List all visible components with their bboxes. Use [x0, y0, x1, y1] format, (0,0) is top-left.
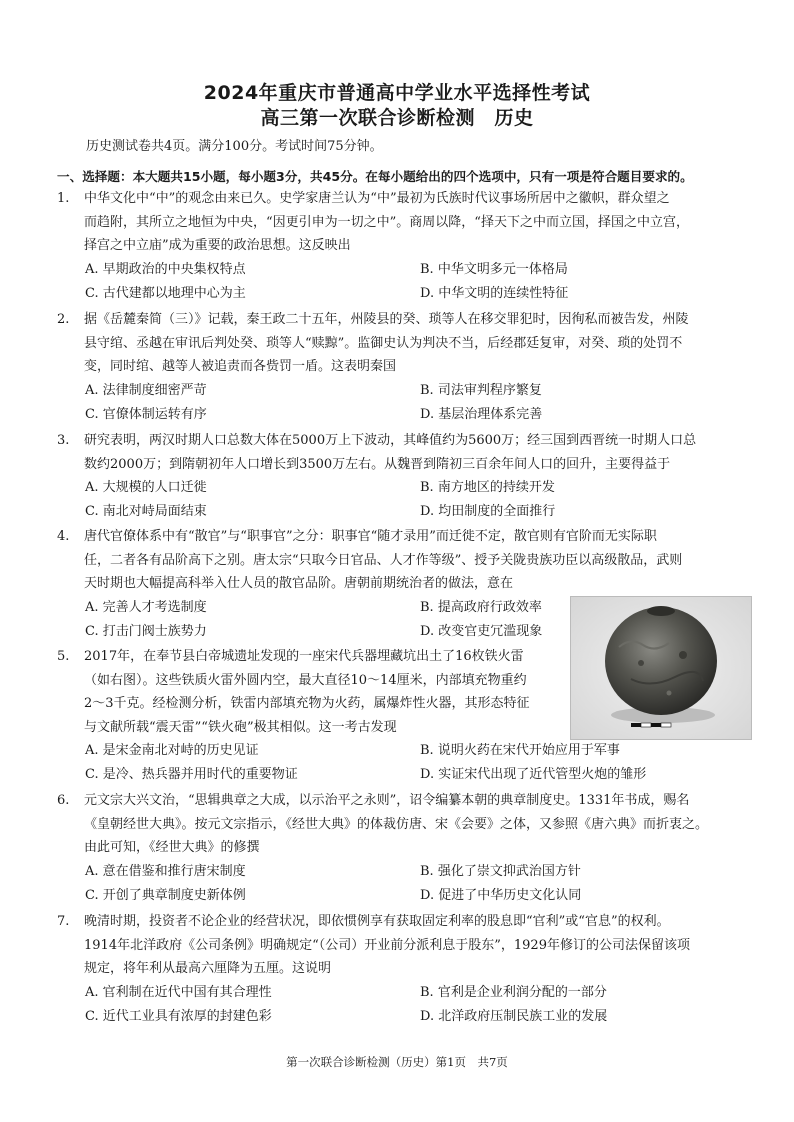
- stem-line: 变，同时绾、越等人被追责而各赀罚一盾。这表明秦国: [84, 359, 397, 374]
- option-a: A. 意在借鉴和推行唐宋制度: [85, 864, 246, 879]
- stem-line: 2～3千克。经检测分析，铁雷内部填充物为火药，属爆炸性火器，其形态特征: [84, 696, 530, 711]
- option-c: C. 是冷、热兵器并用时代的重要物证: [85, 767, 298, 782]
- stem-line: 唐代官僚体系中有“散官”与“职事官”之分：职事官“随才录用”而迁徙不定，散官则有官阶而无实际职: [84, 529, 657, 544]
- question-2: [57, 308, 767, 379]
- stem-line: 择宫之中立庙”成为重要的政治思想。这反映出: [84, 238, 351, 253]
- option-b: B. 提高政府行政效率: [420, 600, 542, 615]
- option-a: A. 官利制在近代中国有其合理性: [85, 985, 272, 1000]
- option-b: B. 司法审判程序繁复: [420, 383, 542, 398]
- stem-line: 2017年，在奉节县白帝城遗址发现的一座宋代兵器埋藏坑出土了16枚铁火雷: [84, 649, 524, 664]
- stem-line: 天时期也大幅提高科举入仕人员的散官品阶。唐朝前期统治者的做法，意在: [84, 576, 514, 591]
- question-number: 1.: [57, 191, 70, 206]
- question-7: [57, 910, 767, 981]
- stem-line: 由此可知，《经世大典》的修撰: [84, 840, 260, 855]
- question-6: [57, 789, 767, 860]
- option-c: C. 打击门阀士族势力: [85, 624, 207, 639]
- option-b: B. 说明火药在宋代开始应用于军事: [420, 743, 620, 758]
- exam-intro: 历史测试卷共4页。满分100分。考试时间75分钟。: [86, 139, 383, 154]
- option-a: A. 是宋金南北对峙的历史见证: [85, 743, 259, 758]
- option-b: B. 强化了崇文抑武治国方针: [420, 864, 581, 879]
- option-a: A. 早期政治的中央集权特点: [85, 262, 246, 277]
- option-d: D. 北洋政府压制民族工业的发展: [420, 1009, 608, 1024]
- option-d: D. 基层治理体系完善: [420, 407, 543, 422]
- stem-line: 任，二者各有品阶高下之别。唐太宗“只取今日官品、人才作等级”、授予关陇贵族功臣以高级散品，武则: [84, 552, 683, 568]
- option-d: D. 促进了中华历史文化认同: [420, 888, 582, 903]
- option-d: D. 实证宋代出现了近代管型火炮的雏形: [420, 767, 647, 782]
- question-1: [57, 187, 767, 258]
- exam-title-line1: 2024年重庆市普通高中学业水平选择性考试: [203, 82, 591, 104]
- question-number: 4.: [57, 529, 70, 544]
- iron-bomb-icon: [571, 597, 751, 739]
- option-a: A. 完善人才考选制度: [85, 600, 207, 615]
- option-c: C. 开创了典章制度史新体例: [85, 888, 246, 903]
- option-d: D. 中华文明的连续性特征: [420, 286, 569, 301]
- iron-bomb-photo: [570, 596, 752, 740]
- option-a: A. 大规模的人口迁徙: [85, 480, 207, 495]
- option-d: D. 改变官吏冗滥现象: [420, 624, 543, 639]
- option-b: B. 南方地区的持续开发: [420, 480, 555, 495]
- option-c: C. 南北对峙局面结束: [85, 504, 207, 519]
- stem-line: 据《岳麓秦简（三）》记载，秦王政二十五年，州陵县的癸、琐等人在移交罪犯时，因徇私而被告发，州陵: [84, 312, 689, 327]
- question-number: 7.: [57, 914, 70, 929]
- question-4: [57, 525, 767, 596]
- stem-line: 晚清时期，投资者不论企业的经营状况，即依惯例享有获取固定利率的股息即“官利”或“官息”的权利。: [84, 914, 670, 929]
- stem-line: 元文宗大兴文治，“思辑典章之大成，以示治平之永则”，诏令编纂本朝的典章制度史。1331年书成，赐名: [84, 793, 690, 808]
- question-3: [57, 429, 767, 476]
- stem-line: 《皇朝经世大典》。按元文宗指示，《经世大典》的体裁仿唐、宋《会要》之体，又参照《唐六典》而折衷之。: [84, 816, 709, 832]
- question-number: 5.: [57, 649, 70, 664]
- option-b: B. 官利是企业利润分配的一部分: [420, 985, 607, 1000]
- option-d: D. 均田制度的全面推行: [420, 504, 556, 519]
- option-c: C. 近代工业具有浓厚的封建色彩: [85, 1009, 272, 1024]
- stem-line: 与文献所载“震天雷”“铁火砲”极其相似。这一考古发现: [84, 719, 397, 735]
- scale-bar: [631, 723, 671, 727]
- option-a: A. 法律制度细密严苛: [85, 383, 207, 398]
- stem-line: 1914年北洋政府《公司条例》明确规定“（公司）开业前分派利息于股东”，1929年修订的公司法保留该项: [84, 937, 690, 953]
- exam-title-line2: 高三第一次联合诊断检测 历史: [260, 107, 534, 129]
- section-title: 一、选择题：本大题共15小题，每小题3分，共45分。在每小题给出的四个选项中，只有一项是符合题目要求的。: [57, 169, 693, 184]
- option-b: B. 中华文明多元一体格局: [420, 262, 568, 277]
- stem-line: 数约2000万；到隋朝初年人口增长到3500万左右。从魏晋到隋初三百余年间人口的回升，主要得益于: [84, 456, 671, 472]
- stem-line: （如右图）。这些铁质火雷外圆内空，最大直径10～14厘米，内部填充物重约: [84, 672, 527, 688]
- stem-line: 研究表明，两汉时期人口总数大体在5000万上下波动，其峰值约为5600万；经三国到西晋统一时期人口总: [84, 433, 697, 448]
- question-5: [57, 645, 557, 739]
- question-number: 6.: [57, 793, 70, 808]
- page-footer: 第一次联合诊断检测（历史）第1页 共7页: [286, 1055, 508, 1069]
- stem-line: 中华文化中“中”的观念由来已久。史学家唐兰认为“中”最初为氏族时代议事场所居中之徽帜，群众望之: [84, 191, 670, 206]
- question-number: 3.: [57, 433, 70, 448]
- option-c: C. 古代建都以地理中心为主: [85, 286, 246, 301]
- question-number: 2.: [57, 312, 70, 327]
- option-c: C. 官僚体制运转有序: [85, 407, 207, 422]
- stem-line: 而趋附，其所立之地恒为中央，“因更引申为一切之中”。商周以降，“择天下之中而立国，择国之中立宫，: [84, 214, 689, 230]
- stem-line: 规定，将年利从最高六厘降为五厘。这说明: [84, 961, 332, 976]
- stem-line: 县守绾、丞越在审讯后判处癸、琐等人“赎黥”。监御史认为判决不当，后经郡廷复审，对癸、琐的处罚不: [84, 335, 683, 351]
